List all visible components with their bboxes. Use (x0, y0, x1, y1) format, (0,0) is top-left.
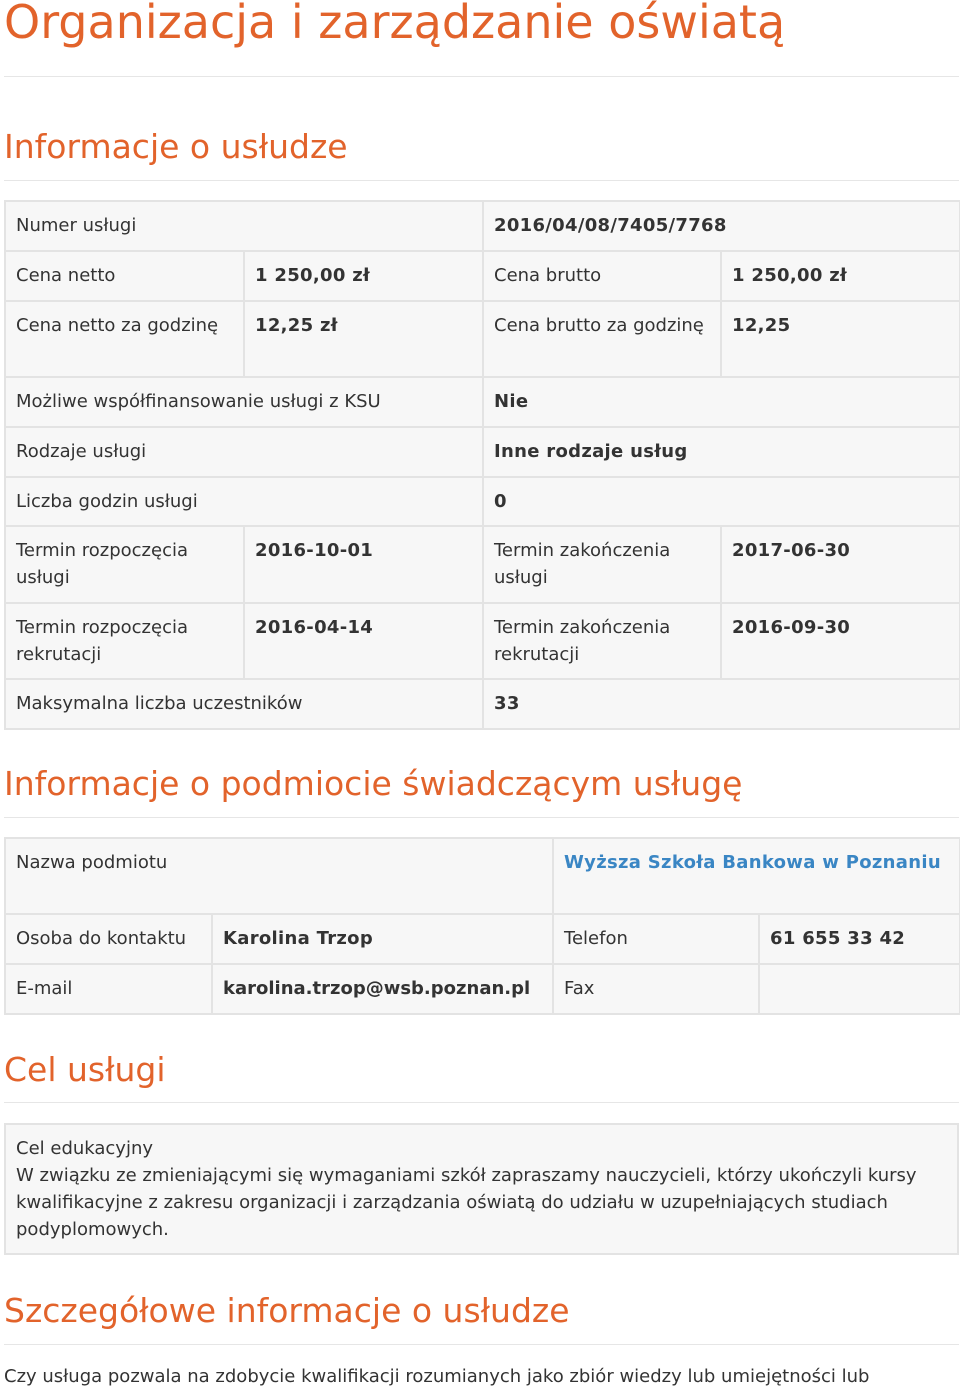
net-price-value: 1 250,00 zł (244, 251, 483, 301)
recruitment-start-value: 2016-04-14 (244, 603, 483, 679)
table-row (5, 301, 960, 377)
end-date-value: 2017-06-30 (721, 526, 960, 603)
table-row (5, 427, 960, 477)
table-row (5, 201, 960, 251)
service-number-label: Numer usługi (5, 201, 483, 251)
gross-hour-price-label: Cena brutto za godzinę (483, 301, 721, 377)
provider-name-link[interactable]: Wyższa Szkoła Bankowa w Poznaniu (564, 852, 941, 873)
gross-hour-price-value: 12,25 (721, 301, 960, 377)
table-row (5, 838, 960, 914)
table-row (5, 914, 960, 964)
start-date-value: 2016-10-01 (244, 526, 483, 603)
phone-label: Telefon (553, 914, 759, 964)
goal-box (4, 1123, 959, 1255)
contact-person-value: Karolina Trzop (212, 914, 553, 964)
goal-text: W związku ze zmieniającymi się wymaganiami szkół zapraszamy nauczycieli, którzy ukończyli kursy kwalifikacyjne z zakresu organizacji i zarządzania oświatą do udziału w uzupełniających studiach podyplomowych. (16, 1165, 917, 1240)
title-divider (4, 76, 959, 77)
provider-name-label: Nazwa podmiotu (5, 838, 553, 914)
net-price-label: Cena netto (5, 251, 244, 301)
table-row (5, 477, 960, 526)
recruitment-end-value: 2016-09-30 (721, 603, 960, 679)
table-row (5, 526, 960, 603)
section-title-service-info: Informacje o usłudze (4, 127, 348, 166)
recruitment-start-label: Termin rozpoczęcia rekrutacji (5, 603, 244, 679)
details-text: Czy usługa pozwala na zdobycie kwalifikacji rozumianych jako zbiór wiedzy lub umiejętności lub (4, 1366, 870, 1387)
section-divider (4, 1344, 959, 1345)
email-label: E-mail (5, 964, 212, 1014)
section-title-goal: Cel usługi (4, 1050, 166, 1089)
section-divider (4, 1102, 959, 1103)
page-title: Organizacja i zarządzanie oświatą (4, 0, 786, 49)
provider-name-cell (553, 838, 960, 914)
section-divider (4, 180, 959, 181)
service-hours-label: Liczba godzin usługi (5, 477, 483, 526)
cofinance-value: Nie (483, 377, 960, 427)
table-row (5, 964, 960, 1014)
max-participants-value: 33 (483, 679, 960, 729)
cofinance-label: Możliwe współfinansowanie usługi z KSU (5, 377, 483, 427)
service-types-label: Rodzaje usługi (5, 427, 483, 477)
phone-value: 61 655 33 42 (759, 914, 960, 964)
table-row (5, 251, 960, 301)
fax-value (759, 964, 960, 1014)
table-row (5, 603, 960, 679)
gross-price-label: Cena brutto (483, 251, 721, 301)
service-info-table (4, 200, 960, 730)
service-number-value: 2016/04/08/7405/7768 (483, 201, 960, 251)
fax-label: Fax (553, 964, 759, 1014)
start-date-label: Termin rozpoczęcia usługi (5, 526, 244, 603)
service-types-value: Inne rodzaje usług (483, 427, 960, 477)
end-date-label: Termin zakończenia usługi (483, 526, 721, 603)
table-row (5, 679, 960, 729)
section-title-details: Szczegółowe informacje o usłudze (4, 1291, 570, 1330)
email-value[interactable]: karolina.trzop@wsb.poznan.pl (212, 964, 553, 1014)
service-hours-value: 0 (483, 477, 960, 526)
provider-info-table (4, 837, 960, 1015)
section-title-provider-info: Informacje o podmiocie świadczącym usługę (4, 764, 743, 803)
recruitment-end-label: Termin zakończenia rekrutacji (483, 603, 721, 679)
table-row (5, 377, 960, 427)
gross-price-value: 1 250,00 zł (721, 251, 960, 301)
max-participants-label: Maksymalna liczba uczestników (5, 679, 483, 729)
goal-label: Cel edukacyjny (16, 1138, 154, 1159)
section-divider (4, 817, 959, 818)
contact-person-label: Osoba do kontaktu (5, 914, 212, 964)
net-hour-price-label: Cena netto za godzinę (5, 301, 244, 377)
net-hour-price-value: 12,25 zł (244, 301, 483, 377)
